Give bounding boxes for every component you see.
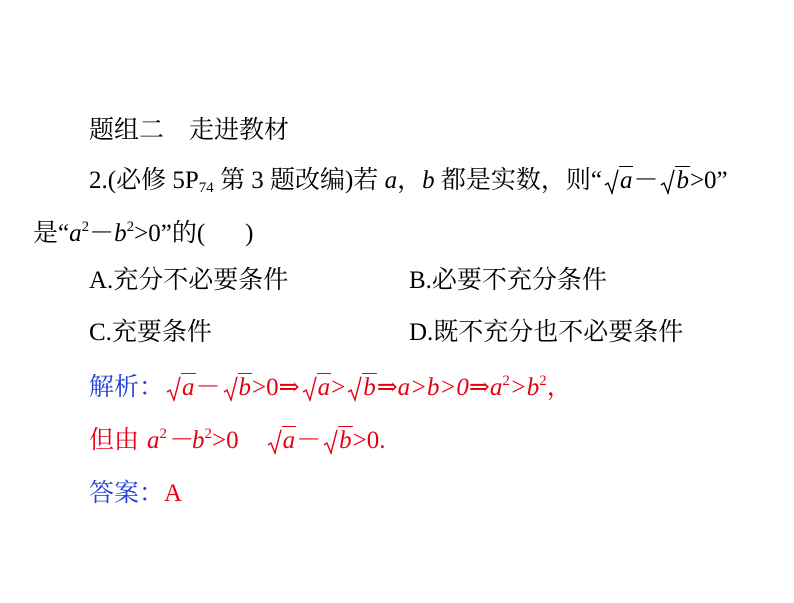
- option-d: D.既不充分也不必要条件: [409, 319, 684, 346]
- sqrt-a-2: a: [267, 426, 297, 456]
- answer-line: [89, 478, 182, 509]
- comma: ，: [397, 167, 423, 194]
- option-c: C.充要条件: [89, 319, 212, 346]
- source-page-subscript: 74: [198, 180, 214, 196]
- condition-tail: >0”: [689, 167, 728, 194]
- analysis-line-1: [89, 372, 572, 403]
- question-number: 2.: [89, 167, 108, 194]
- var-b: b: [422, 167, 435, 194]
- source-ref-tail: 第 3 题改编)若: [213, 167, 379, 194]
- condition2-tail: >0”的(: [134, 220, 206, 247]
- section-heading: [89, 115, 289, 145]
- option-b: B.必要不充分条件: [409, 267, 607, 294]
- minus-sign: －: [633, 167, 659, 194]
- analysis-line-2: 但由 $a^2-b^2>0$ a－ b>0.: [89, 425, 386, 454]
- sqrt-b-2: b: [323, 426, 353, 456]
- analysis-label: 解析：: [89, 372, 165, 401]
- option-a: A.充分不必要条件: [89, 267, 289, 294]
- close-paren: ): [245, 220, 254, 247]
- analysis-formula: a－ b>0⇒ a> $b\Rightarrow a>b>0\Rightarrow a^2>b^2$，: [164, 374, 572, 401]
- question-line-1: [89, 166, 728, 196]
- answer-value: A: [164, 480, 183, 507]
- answer-label: 答案：: [89, 478, 165, 507]
- line2-head: 是“: [33, 220, 70, 247]
- sqrt-a: a: [604, 166, 634, 196]
- heading-text: 题组二 走进教材: [89, 115, 290, 144]
- question-mid-text: 都是实数，则“: [440, 167, 602, 194]
- var-a: a: [384, 167, 398, 194]
- sqrt-b: b: [660, 166, 690, 196]
- source-ref: (必修 5P: [107, 167, 199, 194]
- question-line-2: 是“$a^2-b^2>0$”的( ): [33, 219, 254, 247]
